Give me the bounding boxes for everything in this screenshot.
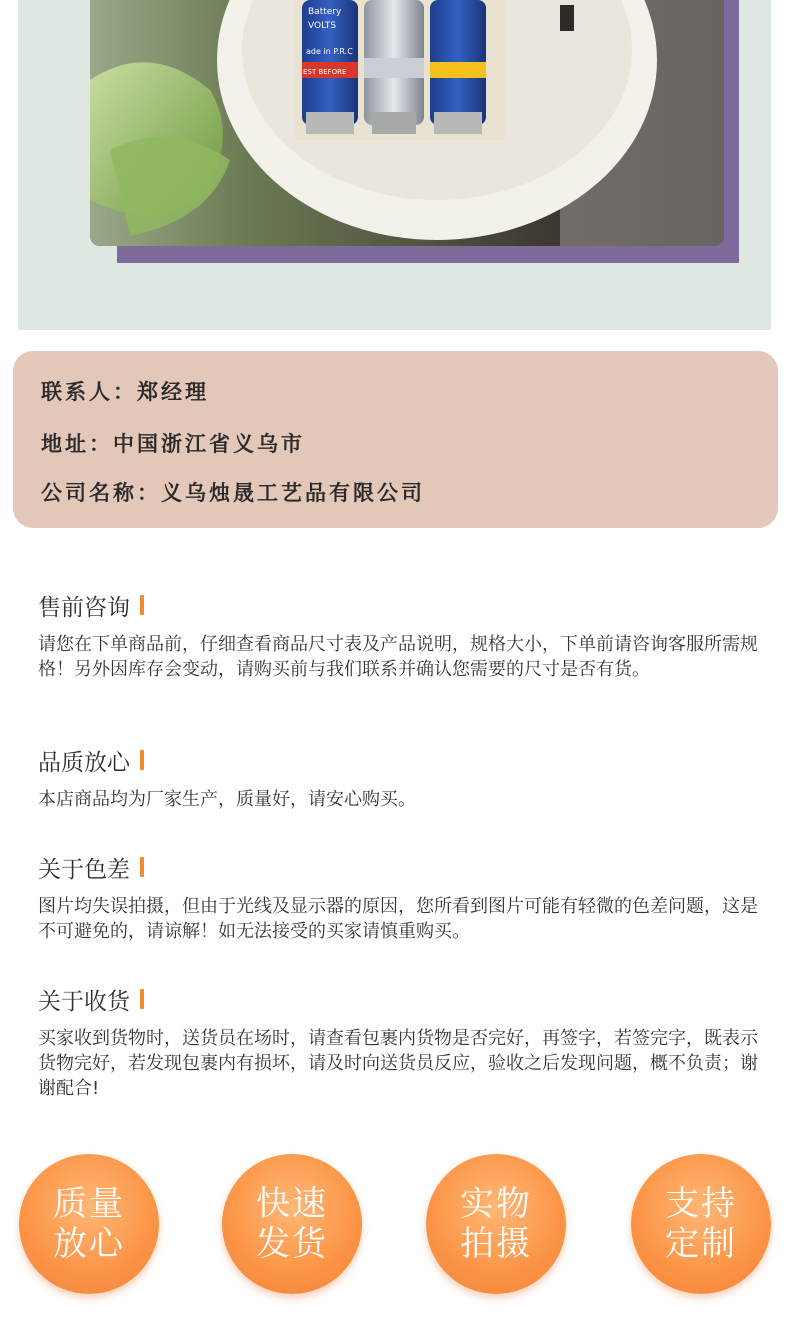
section-quality — [38, 745, 758, 812]
section-title-text: 关于色差 — [38, 856, 130, 883]
badge-line-2: 定制 — [665, 1224, 737, 1264]
section-title-text: 售前咨询 — [38, 594, 130, 621]
contact-person: 联系人：郑经理 — [41, 380, 209, 404]
badge-quality — [19, 1154, 159, 1294]
badge-customization — [631, 1154, 771, 1294]
section-body: 请您在下单商品前，仔细查看商品尺寸表及产品说明，规格大小，下单前请咨询客服所需规格！另外因库存会变动，请购买前与我们联系并确认您需要的尺寸是否有货。 — [38, 634, 758, 680]
section-body: 买家收到货物时，送货员在场时，请查看包裹内货物是否完好，再签字，若签完字，既表示货物完好，若发现包裹内有损坏，请及时向送货员反应，验收之后发现问题，概不负责；谢谢配合! — [38, 1028, 758, 1099]
section-color-difference — [38, 852, 758, 944]
badge-line-1: 快速 — [256, 1184, 328, 1224]
section-body: 图片均失误拍摄，但由于光线及显示器的原因，您所看到图片可能有轻微的色差问题，这是不可避免的，请谅解！如无法接受的买家请慎重购买。 — [38, 896, 758, 942]
section-body: 本店商品均为厂家生产，质量好，请安心购买。 — [38, 789, 416, 810]
section-presale — [38, 590, 758, 682]
battery-label-4: EST BEFORE — [303, 68, 347, 76]
contact-address: 地址：中国浙江省义乌市 — [41, 432, 305, 456]
badge-line-2: 拍摄 — [460, 1224, 532, 1264]
section-receiving — [38, 984, 758, 1101]
badge-line-2: 放心 — [53, 1224, 125, 1264]
section-title — [38, 852, 758, 882]
section-title — [38, 745, 758, 775]
battery-label-2: VOLTS — [308, 21, 337, 31]
battery-label-3: ade in P.R.C — [306, 47, 353, 56]
contact-company: 公司名称：义乌烛晟工艺品有限公司 — [41, 481, 425, 505]
badge-line-2: 发货 — [256, 1224, 328, 1264]
battery-compartment-image — [90, 0, 724, 246]
section-title — [38, 590, 758, 620]
badge-line-1: 支持 — [665, 1184, 737, 1224]
title-accent-bar — [140, 595, 144, 615]
product-photo-frame — [18, 0, 771, 330]
section-title-text: 品质放心 — [38, 749, 130, 776]
battery-label-1: Battery — [308, 7, 342, 17]
title-accent-bar — [140, 989, 144, 1009]
title-accent-bar — [140, 857, 144, 877]
section-title — [38, 984, 758, 1014]
section-title-text: 关于收货 — [38, 988, 130, 1015]
contact-card — [13, 351, 778, 528]
badge-fast-shipping — [222, 1154, 362, 1294]
title-accent-bar — [140, 750, 144, 770]
product-photo — [90, 0, 724, 246]
badge-line-1: 质量 — [53, 1184, 125, 1224]
badge-line-1: 实物 — [460, 1184, 532, 1224]
badge-real-photo — [426, 1154, 566, 1294]
